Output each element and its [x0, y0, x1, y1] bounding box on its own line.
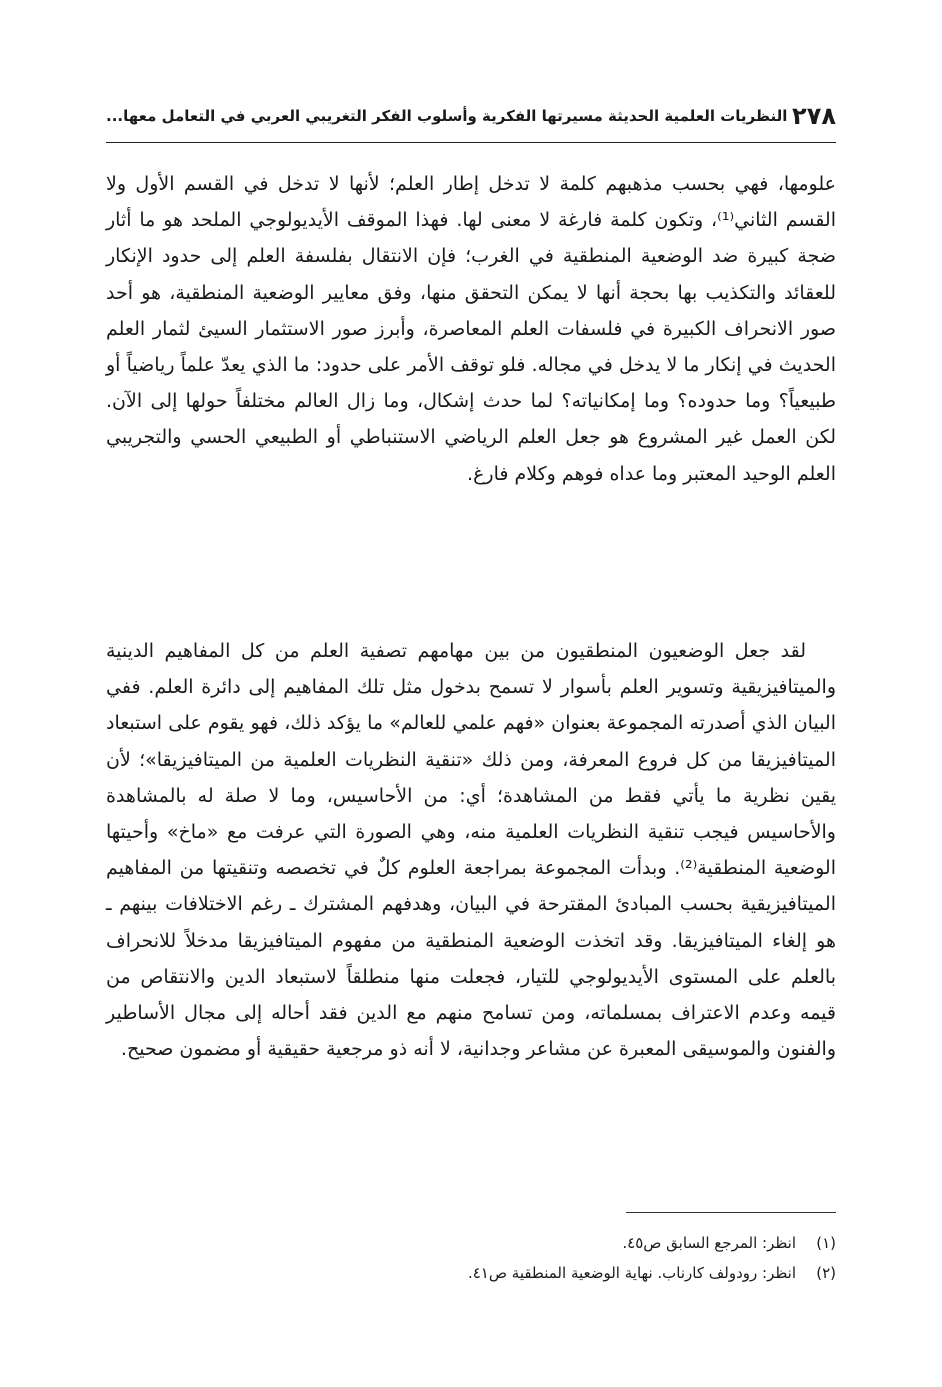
page-number: ٢٧٨ [792, 102, 836, 130]
footnote-number: (٢) [816, 1264, 836, 1282]
footnotes [106, 1228, 836, 1288]
page-header [106, 98, 836, 134]
footnote-rule [626, 1212, 836, 1213]
footnote-2 [106, 1258, 836, 1288]
paragraph-2: لقد جعل الوضعيون المنطقيون من بين مهامهم تصفية العلم من كل المفاهيم الدينية والميتافيزيقية وتسوير العلم بأسوار لا تسمح بدخول مثل تلك المفاهيم إلى دائرة العلم. ففي البيان الذي أصدرته المجموعة بعنوان «فهم علمي للعالم» ما يؤكد ذلك، فهو يقوم على استبعاد الميتافيزيقا من كل فروع المعرفة، ومن ذلك «تنقية النظريات العلمية من الميتافيزيقا»؛ لأن يقين نظرية ما يأتي فقط من المشاهدة؛ أي: من الأحاسيس، وما لا صلة له بالمشاهدة والأحاسيس فيجب تنقية النظريات العلمية منه، وهي الصورة التي عرفت مع «ماخ» وأحيتها الوضعية المنطقية⁽²⁾. وبدأت المجموعة بمراجعة العلوم كلٌ في تخصصه وتنقيتها من المفاهيم الميتافيزيقية بحسب المبادئ المقترحة في البيان، وهدفهم المشترك ـ رغم الاختلافات بينهم ـ هو إلغاء الميتافيزيقا. وقد اتخذت الوضعية المنطقية من مفهوم الميتافيزيقا مدخلاً للانحراف بالعلم على المستوى الأيديولوجي للتيار، فجعلت منها منطلقاً لاستبعاد الدين والانتقاص من قيمه وعدم الاعتراف بمسلماته، ومن تسامح منهم مع الدين فقد أحاله إلى مجال الأساطير والفنون والموسيقى المعبرة عن مشاعر وجدانية، لا أنه ذو مرجعية حقيقية أو مضمون صحيح. [106, 640, 836, 1061]
running-title: النظريات العلمية الحديثة مسيرتها الفكرية وأسلوب الفكر التغريبي العربي في التعامل معها... [106, 107, 788, 125]
footnote-text: انظر: رودولف كارناب. نهاية الوضعية المنطقية ص٤١. [467, 1264, 796, 1282]
footnote-number: (١) [816, 1234, 836, 1252]
footnote-1 [106, 1228, 836, 1258]
header-rule [106, 142, 836, 143]
footnote-text: انظر: المرجع السابق ص٤٥. [622, 1234, 796, 1252]
paragraph-1: علومها، فهي بحسب مذهبهم كلمة لا تدخل إطار العلم؛ لأنها لا تدخل في القسم الأول ولا القسم الثاني⁽¹⁾، وتكون كلمة فارغة لا معنى لها. فهذا الموقف الأيديولوجي الملحد هو ما أثار ضجة كبيرة ضد الوضعية المنطقية في الغرب؛ فإن الانتقال بفلسفة العلم إلى حدود الإنكار للعقائد والتكذيب بها بحجة أنها لا يمكن التحقق منها، وفق معايير الوضعية المنطقية، هو أحد صور الانحراف الكبيرة في فلسفات العلم المعاصرة، وأبرز صور الاستثمار السيئ لثمار العلم الحديث في إنكار ما لا يدخل في مجاله. فلو توقف الأمر على حدود: ما الذي يعدّ علماً رياضياً أو طبيعياً؟ وما حدوده؟ وما إمكانياته؟ لما حدث إشكال، وما زال العالم مختلفاً حولها إلى الآن. لكن العمل غير المشروع هو جعل العلم الرياضي الاستنباطي أو الطبيعي الحسي والتجريبي العلم الوحيد المعتبر وما عداه فوهم وكلام فارغ. [106, 173, 836, 485]
